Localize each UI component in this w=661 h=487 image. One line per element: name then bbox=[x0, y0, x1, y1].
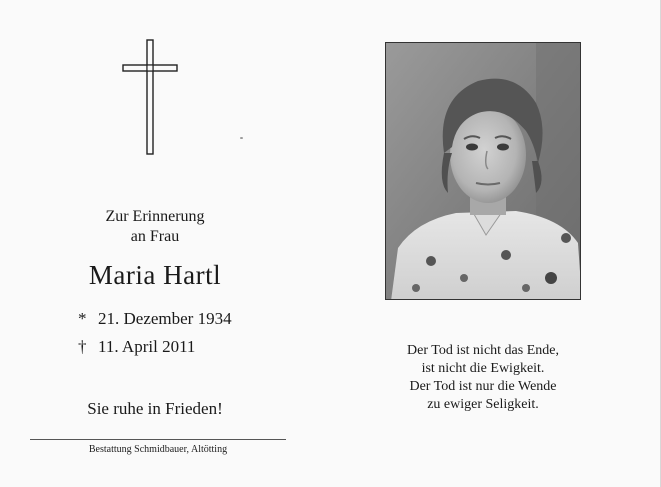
poem-line: Der Tod ist nur die Wende bbox=[409, 379, 557, 394]
cross-icon bbox=[118, 38, 190, 158]
poem-line: zu ewiger Seligkeit. bbox=[427, 397, 539, 412]
intro-line-recipient: an Frau bbox=[130, 228, 180, 245]
poem-line: Der Tod ist nicht das Ende, bbox=[407, 343, 559, 358]
portrait-photo bbox=[385, 42, 581, 300]
portrait-image bbox=[386, 43, 581, 300]
birth-symbol: * bbox=[78, 309, 87, 328]
divider bbox=[30, 439, 286, 440]
death-symbol: † bbox=[78, 337, 87, 356]
memorial-poem bbox=[385, 342, 581, 414]
paper-speck bbox=[240, 137, 243, 139]
poem-line: ist nicht die Ewigkeit. bbox=[421, 361, 545, 376]
intro-line: Zur Erinnerung bbox=[105, 208, 205, 225]
funeral-home-credit: Bestattung Schmidbauer, Altötting bbox=[88, 444, 228, 455]
deceased-name: Maria Hartl bbox=[88, 260, 222, 290]
birth-date-line bbox=[78, 309, 232, 329]
death-date-line bbox=[78, 337, 195, 357]
death-date: 11. April 2011 bbox=[98, 337, 196, 356]
birth-date: 21. Dezember 1934 bbox=[98, 309, 232, 328]
rest-in-peace-line: Sie ruhe in Frieden! bbox=[87, 399, 223, 418]
